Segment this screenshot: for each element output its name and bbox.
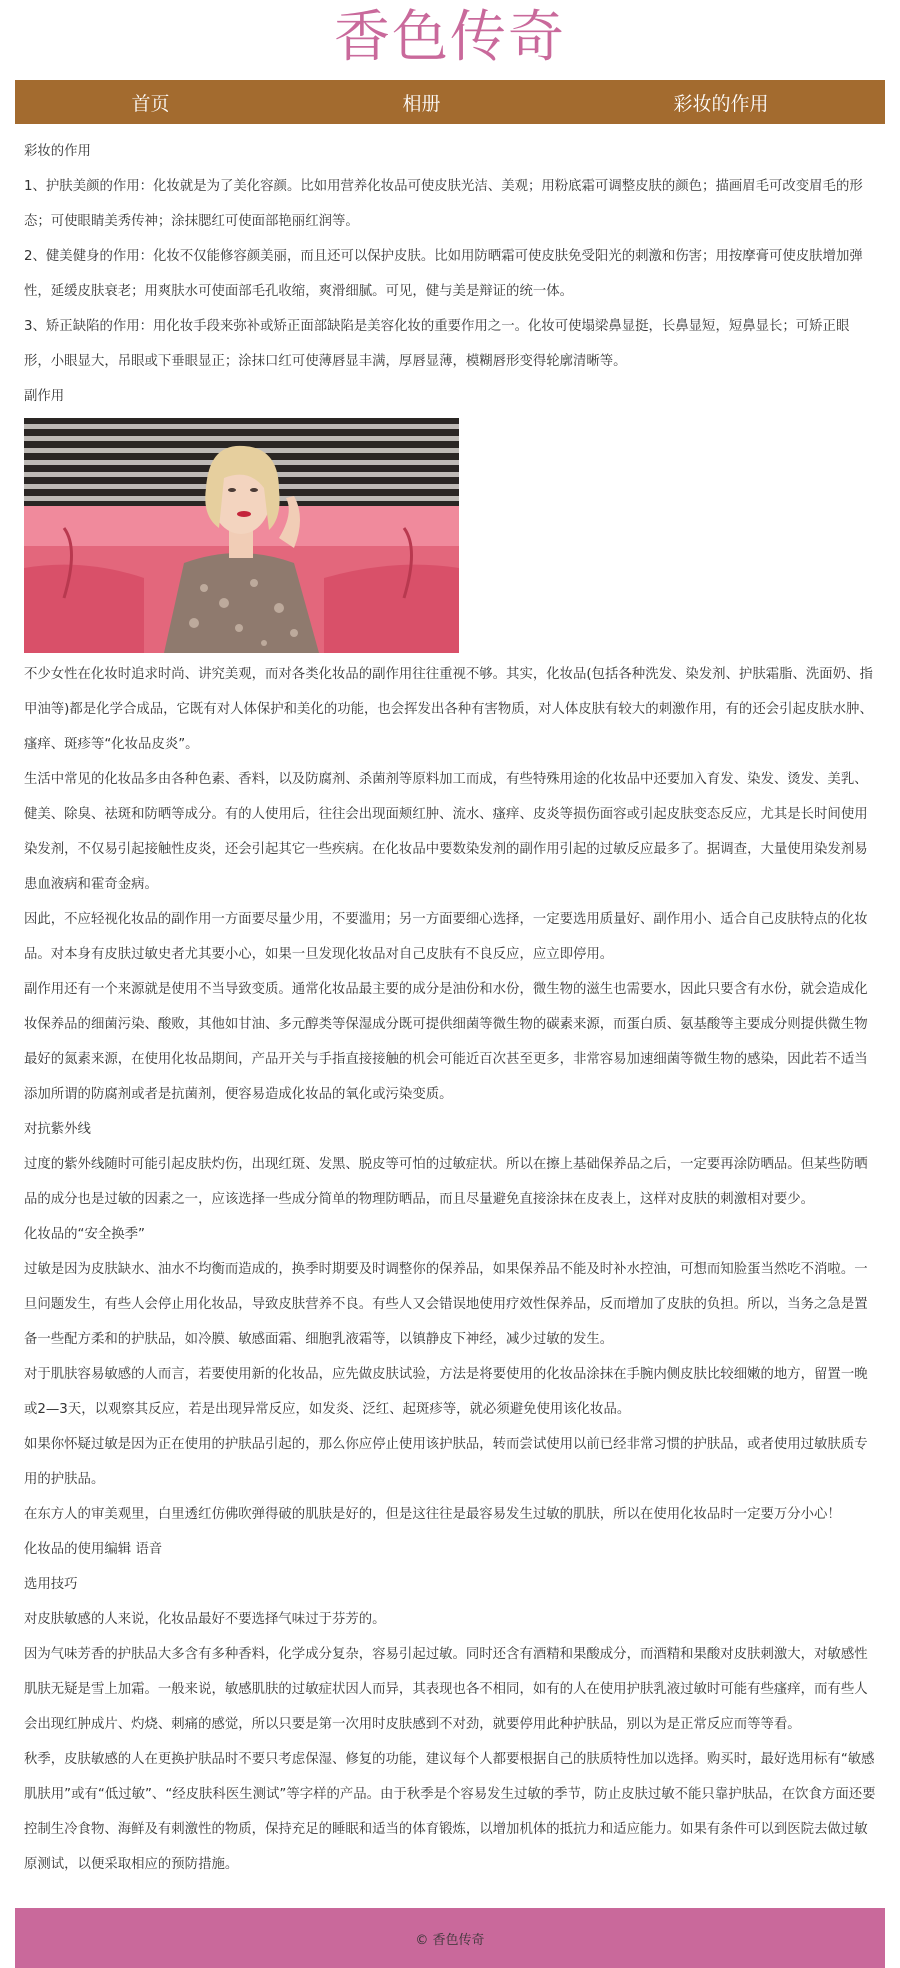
section-heading-side-effects: 副作用 <box>24 389 65 404</box>
paragraph: 过度的紫外线随时可能引起皮肤灼伤，出现红斑、发黑、脱皮等可怕的过敏症状。所以在擦上基础保养品之后，一定要再涂防晒品。但某些防晒品的成分也是过敏的因素之一，应该选择一些成分简单的物理防晒品，而且尽量避免直接涂抹在皮表上，这样对皮肤的刺激相对要少。 <box>24 1157 868 1207</box>
paragraph: 对于肌肤容易敏感的人而言，若要使用新的化妆品，应先做皮肤试验，方法是将要使用的化妆品涂抹在手腕内侧皮肤比较细嫩的地方，留置一晚或2—3天，以观察其反应，若是出现异常反应，如发炎、泛红、起斑疹等，就必须避免使用该化妆品。 <box>24 1367 868 1417</box>
section-heading-makeup-effects: 彩妆的作用 <box>24 144 91 159</box>
paragraph: 秋季，皮肤敏感的人在更换护肤品时不要只考虑保湿、修复的功能，建议每个人都要根据自己的肤质特性加以选择。购买时，最好选用标有“敏感肌肤用”或有“低过敏”、“经皮肤科医生测试”等字样的产品。由于秋季是个容易发生过敏的季节，防止皮肤过敏不能只靠护肤品，在饮食方面还要控制生冷食物、海鲜及有刺激性的物质，保持充足的睡眠和适当的体育锻炼，以增加机体的抵抗力和适应能力。如果有条件可以到医院去做过敏原测试，以便采取相应的预防措施。 <box>24 1752 876 1872</box>
paragraph: 生活中常见的化妆品多由各种色素、香料，以及防腐剂、杀菌剂等原料加工而成，有些特殊用途的化妆品中还要加入育发、染发、烫发、美乳、健美、除臭、祛斑和防晒等成分。有的人使用后，往往会出现面颊红肿、流水、瘙痒、皮炎等损伤面容或引起皮肤变态反应，尤其是长时间使用染发剂，不仅易引起接触性皮炎，还会引起其它一些疾病。在化妆品中要数染发剂的副作用引起的过敏反应最多了。据调查，大量使用染发剂易患血液病和霍奇金病。 <box>24 772 868 892</box>
paragraph: 过敏是因为皮肤缺水、油水不均衡而造成的，换季时期要及时调整你的保养品，如果保养品不能及时补水控油，可想而知脸蛋当然吃不消啦。一旦问题发生，有些人会停止用化妆品，导致皮肤营养不良。有些人又会错误地使用疗效性保养品，反而增加了皮肤的负担。所以，当务之急是置备一些配方柔和的护肤品，如冷膜、敏感面霜、细胞乳液霜等，以镇静皮下神经，减少过敏的发生。 <box>24 1262 868 1347</box>
paragraph: 因此，不应轻视化妆品的副作用一方面要尽量少用，不要滥用；另一方面要细心选择，一定要选用质量好、副作用小、适合自己皮肤特点的化妆品。对本身有皮肤过敏史者尤其要小心，如果一旦发现化妆品对自己皮肤有不良反应，应立即停用。 <box>24 912 868 962</box>
site-title: 香色传奇 <box>334 5 566 70</box>
paragraph: 2、健美健身的作用：化妆不仅能修容颜美丽，而且还可以保护皮肤。比如用防晒霜可使皮肤免受阳光的刺激和伤害；用按摩膏可使皮肤增加弹性，延缓皮肤衰老；用爽肤水可使面部毛孔收缩，爽滑细腻。可见，健与美是辩证的统一体。 <box>24 249 863 299</box>
paragraph: 在东方人的审美观里，白里透红仿佛吹弹得破的肌肤是好的，但是这往往是最容易发生过敏的肌肤，所以在使用化妆品时一定要万分小心！ <box>24 1507 841 1522</box>
section-heading-uv: 对抗紫外线 <box>24 1122 91 1137</box>
paragraph: 3、矫正缺陷的作用：用化妆手段来弥补或矫正面部缺陷是美容化妆的重要作用之一。化妆可使塌梁鼻显挺，长鼻显短，短鼻显长；可矫正眼形，小眼显大，吊眼或下垂眼显正；涂抹口红可使薄唇显丰满，厚唇显薄，模糊唇形变得轮廓清晰等。 <box>24 319 850 369</box>
site-footer <box>15 1908 885 1968</box>
copyright-text: © 香色传奇 <box>415 1932 485 1948</box>
section-heading-tips: 选用技巧 <box>24 1577 78 1592</box>
paragraph: 对皮肤敏感的人来说，化妆品最好不要选择气味过于芬芳的。 <box>24 1612 386 1627</box>
section-heading-season: 化妆品的“安全换季” <box>24 1227 145 1242</box>
main-nav <box>15 80 885 124</box>
paragraph: 不少女性在化妆时追求时尚、讲究美观，而对各类化妆品的副作用往往重视不够。其实，化妆品(包括各种洗发、染发剂、护肤霜脂、洗面奶、指甲油等)都是化学合成品，它既有对人体保护和美化的功能，也会挥发出各种有害物质，对人体皮肤有较大的刺激作用，有的还会引起皮肤水肿、瘙痒、斑疹等“化妆品皮炎”。 <box>24 667 873 752</box>
paragraph: 副作用还有一个来源就是使用不当导致变质。通常化妆品最主要的成分是油份和水份，微生物的滋生也需要水，因此只要含有水份，就会造成化妆保养品的细菌污染、酸败，其他如甘油、多元醇类等保湿成分既可提供细菌等微生物的碳素来源，而蛋白质、氨基酸等主要成分则提供微生物最好的氮素来源，在使用化妆品期间，产品开关与手指直接接触的机会可能近百次甚至更多，非常容易加速细菌等微生物的感染，因此若不适当添加所谓的防腐剂或者是抗菌剂，便容易造成化妆品的氧化或污染变质。 <box>24 982 868 1102</box>
section-heading-usage: 化妆品的使用编辑 语音 <box>24 1542 163 1557</box>
nav-item-album[interactable]: 相册 <box>402 92 441 115</box>
article-content <box>24 124 876 1882</box>
model-photo <box>24 418 459 653</box>
paragraph: 如果你怀疑过敏是因为正在使用的护肤品引起的，那么你应停止使用该护肤品，转而尝试使用以前已经非常习惯的护肤品，或者使用过敏肤质专用的护肤品。 <box>24 1437 868 1487</box>
nav-item-home[interactable]: 首页 <box>131 92 170 115</box>
paragraph: 因为气味芳香的护肤品大多含有多种香料，化学成分复杂，容易引起过敏。同时还含有酒精和果酸成分，而酒精和果酸对皮肤刺激大，对敏感性肌肤无疑是雪上加霜。一般来说，敏感肌肤的过敏症状因人而异，其表现也各不相同，如有的人在使用护肤乳液过敏时可能有些瘙痒，而有些人会出现红肿成片、灼烧、刺痛的感觉，所以只要是第一次用时皮肤感到不对劲，就要停用此种护肤品，别以为是正常反应而等等看。 <box>24 1647 868 1732</box>
paragraph: 1、护肤美颜的作用：化妆就是为了美化容颜。比如用营养化妆品可使皮肤光洁、美观；用粉底霜可调整皮肤的颜色；描画眉毛可改变眉毛的形态；可使眼睛美秀传神；涂抹腮红可使面部艳丽红润等。 <box>24 179 863 229</box>
nav-item-makeup-effects[interactable]: 彩妆的作用 <box>673 92 769 115</box>
